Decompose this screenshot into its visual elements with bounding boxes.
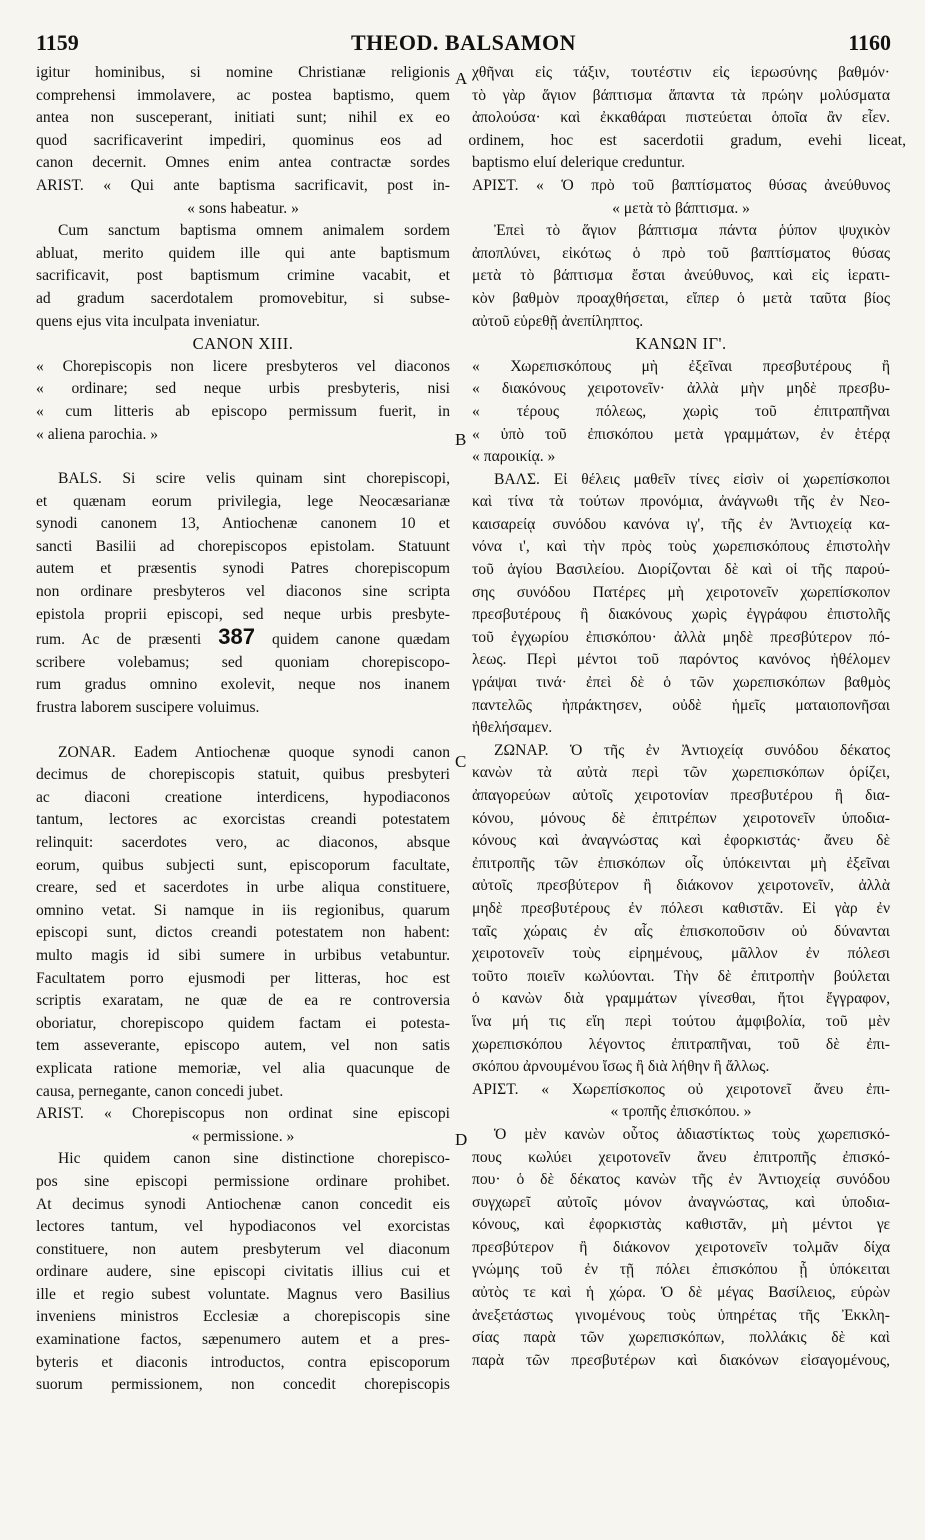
text-line: που· ὁ δὲ δέκατος κανὼν τῆς ἐν Ἀντιοχείᾳ συνόδου xyxy=(472,1171,890,1189)
text-fragment: rum. Ac de præsenti xyxy=(36,631,219,649)
text-line: non ordinare presbyteros vel diaconos sine scripta xyxy=(36,583,450,601)
greek-intro xyxy=(472,62,890,175)
latin-arist-2 xyxy=(36,1103,450,1397)
text-line: νόνα ι', καὶ τὴν πρὸς τοὺς χωρεπισκόπους ἐπιστολὴν xyxy=(472,538,890,556)
text-line: « μετὰ τὸ βάπτισμα. » xyxy=(612,199,750,217)
text-line: lectores tantum, vel hypodiaconos vel exorcistas xyxy=(36,1218,450,1236)
text-line: constituere, non autem presbyterum vel diaconum xyxy=(36,1240,450,1258)
text-line: scribere volebamus; sed quoniam chorepiscopo- xyxy=(36,653,450,671)
text-line: inveniens ministros Ecclesiæ a chorepiscopis sine xyxy=(36,1308,450,1326)
text-line: baptismo eluí delerique creduntur. xyxy=(472,154,686,172)
text-line: sancti Basilii ad chorepiscopos epistolam. Statuunt xyxy=(36,537,450,555)
greek-column xyxy=(472,62,890,1530)
margin-marker-c: C xyxy=(455,752,467,771)
text-line: ἵνα μή τις εἴη περὶ τούτου ἀμφιβολία, τοῦ μὲν xyxy=(472,1012,890,1030)
text-line: πους κωλύει χειροτονεῖν ἄνευ ἐπιτροπῆς ἐπισκό- xyxy=(472,1148,890,1166)
text-line: ἀποπλύνει, εἰκότως ὁ πρὸ τοῦ βαπτίσματος θύσας xyxy=(472,244,890,262)
text-line: pos sine episcopi permissione ordinare prohibet. xyxy=(36,1172,450,1190)
text-line: « διακόνους χειροτονεῖν· ἀλλὰ μὴν μηδὲ πρεσβυ- xyxy=(472,380,890,398)
text-line: τοῦτο ποιεῖν κωλύονται. Τὴν δὲ ἐπιτροπὴν βούλεται xyxy=(472,967,890,985)
text-line: ταῖς χώραις ἐν αἷς ἐπισκοποῦσιν οὐ δύνανται xyxy=(472,922,890,940)
margin-marker-a: A xyxy=(455,69,468,88)
text-line: κανὼν τὰ αὐτὰ περὶ τῶν χωρεπισκόπων ὁρίζει, xyxy=(472,764,890,782)
text-line: comprehensi immolavere, ac postea baptismo, quem xyxy=(36,86,450,104)
text-line: χθῆναι εἰς τάξιν, τουτέστιν εἰς ἱερωσύνης βαθμόν· xyxy=(472,64,890,81)
text-line: sacrificavit, post baptismum crimine vacabit, et xyxy=(36,267,450,285)
text-line: γράψαι τινά· ἐπεὶ δὲ ὁ τῶν χωρεπισκόπων βαθμὸς xyxy=(472,674,890,692)
margin-marker-d: D xyxy=(455,1130,468,1149)
text-line: « τροπῆς ἐπισκόπου. » xyxy=(610,1103,752,1121)
text-line: ΖΩΝΑΡ. Ὁ τῆς ἐν Ἀντιοχείᾳ συνόδου δέκατος xyxy=(494,741,890,759)
text-line: quod sacrificaverint impediri, quominus eos ad ordinem, hoc est sacerdotii gradum, evehi liceat, xyxy=(36,131,906,149)
text-line: τοῦ ἁγίου Βασιλείου. Διορίζονται δὲ καὶ οἱ τῆς παρού- xyxy=(472,561,890,579)
text-line: ΒΑΛΣ. Εἰ θέλεις μαθεῖν τίνες εἰσὶν οἱ χωρεπίσκοποι xyxy=(494,470,890,488)
text-line: « τέρους πόλεως, χωρὶς τοῦ ἐπιτραπῆναι xyxy=(472,402,890,420)
text-line: causa, pernegante, canon concedi jubet. xyxy=(36,1082,284,1100)
text-line: Facultatem porro ejusmodi per litteras, hoc est xyxy=(36,969,450,987)
text-line: epistola proprii episcopi, sed neque urbis presbyte- xyxy=(36,605,450,623)
text-line: παρὰ τῶν πρεσβυτέρων καὶ διακόνων εἰσαγομένους, xyxy=(472,1351,890,1369)
text-line: « ordinare; sed neque urbis presbyteris, nisi xyxy=(36,380,450,398)
text-line: κὸν βαθμὸν προαχθήσεται, εἴπερ ὁ μετὰ ταῦτα βίος xyxy=(472,289,890,307)
text-line: igitur hominibus, si nomine Christianæ religionis xyxy=(36,64,450,81)
greek-arist-1 xyxy=(472,175,890,333)
text-line: examinatione factos, sæpenumero autem et a pres- xyxy=(36,1331,450,1349)
text-line: ARIST. « Chorepiscopus non ordinat sine episcopi xyxy=(36,1105,450,1123)
text-line: byteris et diaconis introductos, contra episcoporum xyxy=(36,1353,450,1371)
spacer xyxy=(36,720,450,742)
text-line: « aliena parochia. » xyxy=(36,425,159,443)
text-line: αὐτὸς τε καὶ ἡ χώρα. Ὁ δὲ μέγας Βασίλειος, εὑρὼν xyxy=(472,1284,890,1302)
text-line: ὁ κανὼν διὰ γραμμάτων γίνεσθαι, ἤτοι ἔγγραφον, xyxy=(472,990,890,1008)
text-line: πρεσβύτερον ἢ διάκονον χειροτονεῖν τολμᾶν δίχα xyxy=(472,1238,890,1256)
text-line: τὸ γὰρ ἅγιον βάπτισμα ἅπαντα τὰ πρώην μολύσματα xyxy=(472,86,890,104)
text-line: et quænam eorum privilegia, lege Neocæsarianæ xyxy=(36,492,450,510)
text-line: συγχωρεῖ αὐτοῖς μόνον ἀναγνώστας, καὶ ὑποδια- xyxy=(472,1193,890,1211)
greek-zonar xyxy=(472,740,890,1079)
greek-bals xyxy=(472,469,890,740)
text-line: rum gradus omnino exolevit, neque nos inanem xyxy=(36,676,450,694)
text-line: Cum sanctum baptisma omnem animalem sordem xyxy=(58,222,450,240)
text-line: episcopi sunt, dictos creandi potestatem non habent: xyxy=(36,924,450,942)
text-line: μηδὲ πρεσβυτέρους ἐν πόλεσι καθιστᾶν. Εἰ γὰρ ἐν xyxy=(472,899,890,917)
text-line: ad gradum sacerdotalem promovebitur, si subse- xyxy=(36,289,450,307)
text-line: σίας παρὰ τῶν χωρεπισκόπων, πολλάκις δὲ καὶ xyxy=(472,1329,890,1347)
text-line: σης συνόδου Πατέρες μὴ χειροτονεῖν χωρεπίσκοπον xyxy=(472,583,890,601)
text-line: ἐπιτροπῆς τῶν ἐπισκόπων οἷς ὑπόκεινται μὴ ἐξεῖναι xyxy=(472,854,890,872)
text-line: ΑΡΙΣΤ. « Χωρεπίσκοπος οὐ χειροτονεῖ ἄνευ ἐπι- xyxy=(472,1080,890,1098)
text-line: ARIST. « Qui ante baptisma sacrificavit, post in- xyxy=(36,176,450,194)
text-line: ille et regio subest voluntate. Magnus vero Basilius xyxy=(36,1285,450,1303)
text-line: ἠθελήσαμεν. xyxy=(472,719,553,737)
text-line: ἀπαγορεύων αὐτοῖς χειροτονίαν πρεσβυτέρου ἢ δια- xyxy=(472,787,890,804)
text-line: ΑΡΙΣΤ. « Ὁ πρὸ τοῦ βαπτίσματος θύσας ἀνεύθυνος xyxy=(472,176,890,194)
text-line: αὐτοῦ εὑρεθῇ ἀνεπίληπτος. xyxy=(472,312,644,330)
text-line: Ὁ μὲν κανὼν οὗτος ἀδιαστίκτως τοὺς χωρεπισκό- xyxy=(494,1125,890,1143)
text-line: scriptis exaratam, ne quæ de ea re controversia xyxy=(36,992,450,1010)
greek-canon-text xyxy=(472,356,890,469)
text-line: tantum, lectores ac exorcistas creandi potestatem xyxy=(36,811,450,829)
canon-heading-latin: CANON XIII. xyxy=(192,334,294,354)
text-line: « παροικίᾳ. » xyxy=(472,448,556,466)
page-number-right: 1160 xyxy=(848,30,891,55)
text-line: Ἐπεὶ τὸ ἅγιον βάπτισμα πάντα ῥύπον ψυχικὸν xyxy=(494,222,890,240)
text-line: « sons habeatur. » xyxy=(187,199,299,217)
text-line: explicata ratione memoriæ, vel alia quacunque de xyxy=(36,1059,450,1077)
latin-zonar xyxy=(36,742,450,1104)
text-line: tem asseverante, episcopo autem, vel non satis xyxy=(36,1037,450,1055)
text-line: relinquit: sacerdotes vero, ac diaconos, absque xyxy=(36,834,450,851)
text-line: κόνους, καὶ ἐφορκιστὰς καθιστᾶν, μὴ μέντοι γε xyxy=(472,1216,890,1234)
text-fragment: quidem canone quædam xyxy=(254,631,450,649)
text-line: τοῦ ἐγχωρίου ἐπισκόπου· ἀλλὰ μηδὲ πρεσβύτερον πό- xyxy=(472,628,890,646)
text-line: γνώμης τοῦ ἐν τῇ πόλει ἐπισκόπου ᾗ ὑπόκειται xyxy=(472,1261,890,1279)
text-line: μετὰ τὸ βάπτισμα ἔσται ἀνεύθυνος, καὶ εἰς ἱερατι- xyxy=(472,267,890,285)
text-line: καὶ τίνα τὰ τούτων προνόμια, ἀνάγνωθι τῆς ἐν Νεο- xyxy=(472,493,890,511)
text-line: eorum, quibus subjecti sunt, episcoporum facultate, xyxy=(36,856,450,874)
text-line: multo magis id sibi sumere in urbibus vetabuntur. xyxy=(36,946,450,964)
text-line: πρεσβυτέρους ἢ διακόνους χωρὶς ἐγγράφου ἐπιστολῆς xyxy=(472,606,890,624)
text-line: καισαρείᾳ συνόδου κανόνα ιγ', τῆς ἐν Ἀντιοχείᾳ κα- xyxy=(472,515,890,533)
page-number-left: 1159 xyxy=(36,30,79,55)
latin-bals xyxy=(36,468,450,720)
text-line: canon decernit. Omnes enim antea contractæ sordes xyxy=(36,154,450,172)
spacer xyxy=(36,446,450,468)
latin-arist-1 xyxy=(36,175,450,333)
text-line: ἀνεξετάστως γινομένους τοὺς ὑπηρέτας τῆς Ἐκκλη- xyxy=(472,1306,890,1324)
text-line: « ὑπὸ τοῦ ἐπισκόπου μετὰ γραμμάτων, ἐν ἑτέρᾳ xyxy=(472,425,890,443)
margin-marker-b: B xyxy=(455,430,467,449)
running-header xyxy=(30,30,897,60)
text-line: « Chorepiscopis non licere presbyteros vel diaconos xyxy=(36,357,450,375)
text-line: κόνους καὶ ἀναγνώστας καὶ ἐφορκιστάς· ἄνευ δὲ xyxy=(472,832,890,850)
text-line: ZONAR. Eadem Antiochenæ quoque synodi canon xyxy=(58,743,450,761)
text-line: ἀπολούσα· καὶ ἐκκαθάραι πιστεύεται ὁποῖα ἂν εἶεν. xyxy=(472,109,890,127)
text-line: quens ejus vita inculpata inveniatur. xyxy=(36,312,260,330)
text-line: Hic quidem canon sine distinctione chorepisco- xyxy=(58,1150,450,1168)
text-line: synodi canonem 13, Antiochenæ canonem 10 et xyxy=(36,515,450,533)
text-line: autem et præsentis synodi Patres chorepiscopum xyxy=(36,560,450,578)
text-line: decimus de chorepiscopis statuit, quibus presbyteri xyxy=(36,766,450,784)
text-line: frustra laborem suscipere voluimus. xyxy=(36,699,260,717)
text-line: ordinare audere, sine episcopi civitatis illius cui et xyxy=(36,1263,450,1281)
running-title: THEOD. BALSAMON xyxy=(350,30,577,55)
text-line: κόνου, μόνους δὲ ἐπιτρέπων χειροτονεῖν ὑποδια- xyxy=(472,809,890,827)
text-line: χειροτονεῖν τοὺς εἰρημένους, μᾶλλον ἐν πόλεσι xyxy=(472,945,890,963)
text-line: χωρεπισκόπου λέγοντος ἐπιτραπῆναι, τοῦ δὲ ἐπι- xyxy=(472,1035,890,1053)
latin-canon-text xyxy=(36,356,450,446)
text-line: suorum permissionem, non concedit chorepiscopis xyxy=(36,1376,450,1394)
text-line: At decimus synodi Antiochenæ canon concedit eis xyxy=(36,1195,450,1213)
text-line: ac diaconi creatione interdicens, hypodiaconos xyxy=(36,788,450,806)
text-line: oboriatur, chorepiscopo quidem factam ei potesta- xyxy=(36,1014,450,1032)
text-line: σκόπου ἀρνουμένου ἴσως ἢ διὰ λήθην ἢ ἄλλως. xyxy=(472,1058,770,1076)
text-line: « permissione. » xyxy=(191,1127,295,1145)
canon-heading-greek: ΚΑΝΩΝ ΙΓ'. xyxy=(635,334,727,354)
greek-arist-2 xyxy=(472,1079,890,1373)
text-line: « cum litteris ab episcopo permissum fuerit, in xyxy=(36,402,450,420)
text-line: BALS. Si scire velis quinam sint chorepiscopi, xyxy=(58,470,450,488)
text-line: αὐτοῖς πρεσβύτερον ἢ διάκονον χειροτονεῖν, ἀλλὰ xyxy=(472,877,890,895)
text-line: omnino vetat. Si namque in iis regionibus, quarum xyxy=(36,901,450,919)
text-line: antea non susceperant, initiati sunt; nihil ex eo xyxy=(36,109,450,127)
text-line: λεως. Περὶ μέντοι τοῦ παρόντος κανόνος ἠθέλομεν xyxy=(472,651,890,669)
text-line xyxy=(36,626,450,652)
column-number-387: 387 xyxy=(218,624,255,650)
text-line: abluat, merito quidem ille qui ante baptismum xyxy=(36,244,450,262)
text-line: creare, sed et sacerdotes in urbe aliqua constituere, xyxy=(36,879,450,897)
text-line: παντελῶς ἠπράκτησεν, οὐδὲ ἡμεῖς ματαιοπονῆσαι xyxy=(472,696,890,714)
text-line: « Χωρεπισκόπους μὴ ἐξεῖναι πρεσβυτέρους ἢ xyxy=(472,357,890,375)
